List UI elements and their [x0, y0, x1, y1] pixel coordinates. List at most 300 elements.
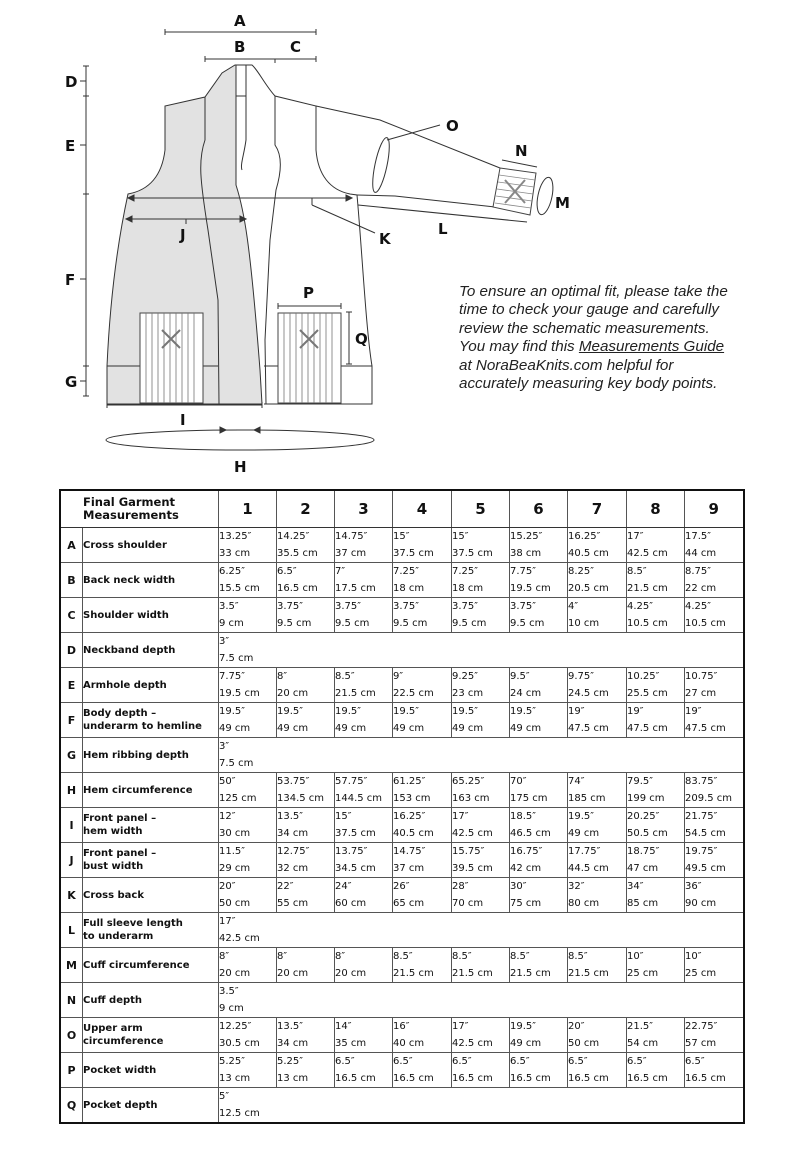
- row-letter: L: [60, 913, 83, 948]
- note-line-1: To ensure an optimal fit, please take the: [459, 283, 728, 300]
- value-cm: 20 cm: [335, 968, 367, 979]
- value-cm: 21.5 cm: [510, 968, 551, 979]
- value-inches: 22″: [277, 881, 294, 892]
- measurement-cell: [452, 563, 510, 598]
- value-cm: 34 cm: [277, 828, 309, 839]
- measurement-cell: [627, 843, 685, 878]
- value-inches: 3.5″: [219, 986, 239, 997]
- value-cm: 49 cm: [393, 723, 425, 734]
- measurement-cell: [277, 1053, 335, 1088]
- value-cm: 209.5 cm: [685, 793, 733, 804]
- value-inches: 17.75″: [568, 846, 601, 857]
- measurement-cell: [335, 843, 393, 878]
- value-inches: 8.25″: [568, 566, 595, 577]
- value-cm: 9.5 cm: [393, 618, 428, 629]
- value-inches: 6.5″: [452, 1056, 472, 1067]
- value-cm: 34.5 cm: [335, 863, 376, 874]
- value-cm: 9 cm: [219, 618, 244, 629]
- value-cm: 16.5 cm: [393, 1073, 434, 1084]
- value-inches: 14.75″: [393, 846, 426, 857]
- measurement-cell: [335, 948, 393, 983]
- value-inches: 65.25″: [452, 776, 485, 787]
- measurement-cell: [568, 948, 627, 983]
- value-inches: 7″: [335, 566, 346, 577]
- cuff-icon: [493, 168, 536, 215]
- value-inches: 18.75″: [627, 846, 660, 857]
- table-row: [60, 563, 744, 598]
- value-cm: 42.5 cm: [452, 828, 493, 839]
- value-inches: 20.25″: [627, 811, 660, 822]
- size-header: 8: [627, 490, 685, 528]
- value-inches: 13.25″: [219, 531, 252, 542]
- label-N: N: [515, 142, 528, 160]
- table-row: [60, 528, 744, 563]
- measurement-cell: [568, 878, 627, 913]
- value-inches: 3.75″: [393, 601, 420, 612]
- value-inches: 3.75″: [335, 601, 362, 612]
- value-cm: 38 cm: [510, 548, 542, 559]
- value-cm: 25 cm: [685, 968, 717, 979]
- value-inches: 10″: [685, 951, 702, 962]
- label-J: J: [180, 226, 186, 244]
- label-Q: Q: [355, 330, 368, 348]
- row-letter: A: [60, 528, 83, 563]
- measurement-cell: [219, 1088, 744, 1124]
- value-cm: 46.5 cm: [510, 828, 551, 839]
- measurement-cell: [510, 843, 568, 878]
- value-cm: 47.5 cm: [627, 723, 668, 734]
- value-cm: 20 cm: [277, 968, 309, 979]
- value-cm: 17.5 cm: [335, 583, 376, 594]
- value-inches: 19.5″: [510, 706, 537, 717]
- label-F: F: [65, 271, 76, 289]
- measurement-cell: [685, 703, 744, 738]
- measurement-cell: [219, 843, 277, 878]
- table-row: [60, 948, 744, 983]
- value-cm: 20 cm: [277, 688, 309, 699]
- table-row: [60, 703, 744, 738]
- value-cm: 47 cm: [627, 863, 659, 874]
- measurement-cell: [393, 1053, 452, 1088]
- measurement-cell: [685, 878, 744, 913]
- value-cm: 9.5 cm: [510, 618, 545, 629]
- value-cm: 40.5 cm: [393, 828, 434, 839]
- value-inches: 11.5″: [219, 846, 246, 857]
- size-header: 3: [335, 490, 393, 528]
- measurement-cell: [335, 1053, 393, 1088]
- note-line-3: review the schematic measurements.: [459, 319, 710, 337]
- row-label: Back neck width: [83, 563, 219, 598]
- measurement-cell: [277, 1018, 335, 1053]
- value-cm: 70 cm: [452, 898, 484, 909]
- value-inches: 3.75″: [452, 601, 479, 612]
- measurement-cell: [335, 528, 393, 563]
- value-inches: 21.5″: [627, 1021, 654, 1032]
- measurement-cell: [219, 878, 277, 913]
- row-label: Armhole depth: [83, 668, 219, 703]
- measurement-cell: [277, 878, 335, 913]
- measurement-cell: [219, 563, 277, 598]
- value-cm: 49 cm: [568, 828, 600, 839]
- value-inches: 14.75″: [335, 531, 368, 542]
- size-header: 4: [393, 490, 452, 528]
- value-inches: 3.75″: [510, 601, 537, 612]
- measurement-cell: [277, 668, 335, 703]
- value-cm: 50 cm: [219, 898, 251, 909]
- value-cm: 49 cm: [335, 723, 367, 734]
- value-cm: 185 cm: [568, 793, 606, 804]
- value-cm: 20 cm: [219, 968, 251, 979]
- value-inches: 9.25″: [452, 671, 479, 682]
- value-cm: 19.5 cm: [510, 583, 551, 594]
- value-inches: 19.5″: [568, 811, 595, 822]
- value-cm: 15.5 cm: [219, 583, 260, 594]
- measurement-cell: [568, 773, 627, 808]
- measurement-cell: [393, 773, 452, 808]
- value-inches: 12.75″: [277, 846, 310, 857]
- value-cm: 40.5 cm: [568, 548, 609, 559]
- table-row: [60, 878, 744, 913]
- note-line-2: time to check your gauge and carefully: [459, 301, 720, 319]
- value-cm: 25.5 cm: [627, 688, 668, 699]
- value-inches: 36″: [685, 881, 702, 892]
- value-cm: 50 cm: [568, 1038, 600, 1049]
- value-cm: 24 cm: [510, 688, 542, 699]
- measurement-cell: [219, 633, 744, 668]
- measurement-cell: [627, 563, 685, 598]
- measurement-cell: [627, 808, 685, 843]
- value-cm: 16.5 cm: [335, 1073, 376, 1084]
- value-inches: 20″: [568, 1021, 585, 1032]
- row-letter: B: [60, 563, 83, 598]
- value-cm: 49 cm: [452, 723, 484, 734]
- value-cm: 44 cm: [685, 548, 717, 559]
- value-cm: 134.5 cm: [277, 793, 325, 804]
- value-inches: 17″: [627, 531, 644, 542]
- measurement-cell: [627, 598, 685, 633]
- value-cm: 40 cm: [393, 1038, 425, 1049]
- value-cm: 49 cm: [277, 723, 309, 734]
- measurement-cell: [685, 948, 744, 983]
- table-row: [60, 668, 744, 703]
- value-cm: 7.5 cm: [219, 758, 254, 769]
- value-cm: 13 cm: [219, 1073, 251, 1084]
- measurement-cell: [219, 598, 277, 633]
- value-cm: 35 cm: [335, 1038, 367, 1049]
- measurement-cell: [219, 703, 277, 738]
- garment-schematic: [0, 0, 799, 480]
- measurement-cell: [393, 843, 452, 878]
- value-inches: 6.5″: [510, 1056, 530, 1067]
- value-inches: 14″: [335, 1021, 352, 1032]
- label-G: G: [65, 373, 78, 391]
- row-label: Cross back: [83, 878, 219, 913]
- value-inches: 13.5″: [277, 1021, 304, 1032]
- measurement-cell: [393, 1018, 452, 1053]
- value-cm: 163 cm: [452, 793, 490, 804]
- value-cm: 39.5 cm: [452, 863, 493, 874]
- measurement-cell: [393, 948, 452, 983]
- value-cm: 37 cm: [335, 548, 367, 559]
- value-cm: 65 cm: [393, 898, 425, 909]
- measurement-cell: [452, 598, 510, 633]
- measurement-cell: [568, 528, 627, 563]
- row-label: Cross shoulder: [83, 528, 219, 563]
- value-inches: 19.5″: [510, 1021, 537, 1032]
- value-inches: 7.25″: [393, 566, 420, 577]
- measurement-cell: [452, 703, 510, 738]
- measurement-cell: [393, 808, 452, 843]
- measurement-cell: [277, 563, 335, 598]
- value-cm: 22 cm: [685, 583, 717, 594]
- table-row: [60, 913, 744, 948]
- value-cm: 27 cm: [685, 688, 717, 699]
- measurement-cell: [335, 563, 393, 598]
- table-row: [60, 808, 744, 843]
- measurement-cell: [219, 808, 277, 843]
- row-letter: Q: [60, 1088, 83, 1124]
- value-cm: 30.5 cm: [219, 1038, 260, 1049]
- value-inches: 53.75″: [277, 776, 310, 787]
- value-cm: 85 cm: [627, 898, 659, 909]
- value-inches: 14.25″: [277, 531, 310, 542]
- value-inches: 8″: [277, 951, 288, 962]
- value-inches: 9.75″: [568, 671, 595, 682]
- value-inches: 19.5″: [277, 706, 304, 717]
- value-inches: 4″: [568, 601, 579, 612]
- value-inches: 6.5″: [568, 1056, 588, 1067]
- value-cm: 49 cm: [510, 1038, 542, 1049]
- measurement-cell: [219, 948, 277, 983]
- value-cm: 32 cm: [277, 863, 309, 874]
- value-inches: 19.5″: [393, 706, 420, 717]
- size-header: 5: [452, 490, 510, 528]
- measurement-cell: [568, 1018, 627, 1053]
- row-label: Full sleeve length to underarm: [83, 913, 219, 948]
- measurement-cell: [510, 703, 568, 738]
- measurement-cell: [685, 1053, 744, 1088]
- measurement-cell: [452, 1053, 510, 1088]
- value-inches: 17″: [452, 1021, 469, 1032]
- measurement-cell: [685, 598, 744, 633]
- measurement-cell: [277, 948, 335, 983]
- value-cm: 21.5 cm: [452, 968, 493, 979]
- value-inches: 3″: [219, 741, 230, 752]
- measurement-cell: [393, 528, 452, 563]
- measurement-cell: [393, 878, 452, 913]
- value-cm: 80 cm: [568, 898, 600, 909]
- measurement-cell: [685, 563, 744, 598]
- value-cm: 23 cm: [452, 688, 484, 699]
- value-cm: 21.5 cm: [393, 968, 434, 979]
- size-header: 6: [510, 490, 568, 528]
- measurement-cell: [335, 598, 393, 633]
- measurement-cell: [393, 668, 452, 703]
- value-inches: 19.75″: [685, 846, 718, 857]
- measurement-cell: [452, 843, 510, 878]
- value-cm: 18 cm: [393, 583, 425, 594]
- measurement-cell: [685, 808, 744, 843]
- value-cm: 44.5 cm: [568, 863, 609, 874]
- measurement-cell: [568, 668, 627, 703]
- row-label: Cuff circumference: [83, 948, 219, 983]
- value-cm: 16.5 cm: [627, 1073, 668, 1084]
- measurement-cell: [568, 598, 627, 633]
- row-label: Neckband depth: [83, 633, 219, 668]
- value-inches: 21.75″: [685, 811, 718, 822]
- value-cm: 54 cm: [627, 1038, 659, 1049]
- measurement-cell: [335, 773, 393, 808]
- value-inches: 30″: [510, 881, 527, 892]
- value-inches: 10.25″: [627, 671, 660, 682]
- row-letter: H: [60, 773, 83, 808]
- value-cm: 42.5 cm: [452, 1038, 493, 1049]
- measurement-cell: [452, 773, 510, 808]
- measurement-cell: [510, 1053, 568, 1088]
- value-inches: 32″: [568, 881, 585, 892]
- value-cm: 54.5 cm: [685, 828, 726, 839]
- pocket-right-icon: [278, 313, 341, 403]
- measurements-guide-link[interactable]: Measurements Guide: [578, 338, 725, 356]
- measurement-cell: [568, 843, 627, 878]
- measurement-cell: [510, 1018, 568, 1053]
- value-inches: 5.25″: [219, 1056, 246, 1067]
- table-row: [60, 843, 744, 878]
- value-cm: 16.5 cm: [510, 1073, 551, 1084]
- measurement-cell: [627, 1053, 685, 1088]
- value-cm: 10.5 cm: [627, 618, 668, 629]
- value-inches: 15″: [452, 531, 469, 542]
- value-inches: 7.75″: [219, 671, 246, 682]
- value-cm: 37.5 cm: [393, 548, 434, 559]
- label-I: I: [180, 411, 186, 429]
- value-cm: 42.5 cm: [627, 548, 668, 559]
- table-row: [60, 633, 744, 668]
- value-inches: 15.75″: [452, 846, 485, 857]
- value-inches: 8.5″: [452, 951, 472, 962]
- measurement-cell: [219, 1018, 277, 1053]
- measurement-cell: [335, 878, 393, 913]
- measurement-cell: [510, 598, 568, 633]
- measurement-cell: [510, 878, 568, 913]
- value-cm: 9.5 cm: [335, 618, 370, 629]
- measurement-cell: [568, 563, 627, 598]
- value-cm: 47.5 cm: [568, 723, 609, 734]
- value-inches: 16″: [393, 1021, 410, 1032]
- measurement-cell: [277, 843, 335, 878]
- value-inches: 8.5″: [627, 566, 647, 577]
- value-inches: 8.5″: [568, 951, 588, 962]
- value-inches: 61.25″: [393, 776, 426, 787]
- value-inches: 13.5″: [277, 811, 304, 822]
- row-label: Front panel – hem width: [83, 808, 219, 843]
- value-cm: 42 cm: [510, 863, 542, 874]
- size-header: 2: [277, 490, 335, 528]
- measurement-cell: [277, 598, 335, 633]
- value-cm: 7.5 cm: [219, 653, 254, 664]
- value-cm: 21.5 cm: [335, 688, 376, 699]
- measurement-cell: [510, 773, 568, 808]
- value-cm: 10 cm: [568, 618, 600, 629]
- row-letter: K: [60, 878, 83, 913]
- measurement-cell: [277, 703, 335, 738]
- size-header: 1: [219, 490, 277, 528]
- measurement-cell: [219, 738, 744, 773]
- row-label: Hem circumference: [83, 773, 219, 808]
- measurement-cell: [627, 773, 685, 808]
- value-inches: 4.25″: [685, 601, 712, 612]
- note-line-5: at NoraBeaKnits.com helpful for: [459, 356, 674, 374]
- table-row: [60, 1018, 744, 1053]
- note-line-4: [459, 338, 759, 356]
- value-inches: 19.5″: [335, 706, 362, 717]
- row-letter: N: [60, 983, 83, 1018]
- row-label: Cuff depth: [83, 983, 219, 1018]
- row-letter: G: [60, 738, 83, 773]
- value-cm: 199 cm: [627, 793, 665, 804]
- value-inches: 8.75″: [685, 566, 712, 577]
- label-D: D: [65, 73, 78, 91]
- value-inches: 12.25″: [219, 1021, 252, 1032]
- measurement-cell: [627, 668, 685, 703]
- row-letter: I: [60, 808, 83, 843]
- value-cm: 9 cm: [219, 1003, 244, 1014]
- table-title: Final Garment Measurements: [60, 490, 219, 528]
- value-inches: 15.25″: [510, 531, 543, 542]
- value-inches: 10″: [627, 951, 644, 962]
- value-inches: 18.5″: [510, 811, 537, 822]
- measurement-cell: [510, 563, 568, 598]
- measurement-cell: [335, 808, 393, 843]
- measurements-table: [59, 489, 745, 1124]
- value-cm: 10.5 cm: [685, 618, 726, 629]
- row-label: Pocket depth: [83, 1088, 219, 1124]
- value-inches: 7.75″: [510, 566, 537, 577]
- value-inches: 9″: [393, 671, 404, 682]
- value-cm: 49 cm: [510, 723, 542, 734]
- table-row: [60, 1053, 744, 1088]
- value-cm: 60 cm: [335, 898, 367, 909]
- value-inches: 5″: [219, 1091, 230, 1102]
- value-inches: 17″: [219, 916, 236, 927]
- table-row: [60, 738, 744, 773]
- value-inches: 8″: [277, 671, 288, 682]
- value-inches: 19.5″: [452, 706, 479, 717]
- value-inches: 34″: [627, 881, 644, 892]
- measurement-cell: [219, 1053, 277, 1088]
- value-inches: 70″: [510, 776, 527, 787]
- value-inches: 83.75″: [685, 776, 718, 787]
- value-cm: 33 cm: [219, 548, 251, 559]
- value-inches: 6.5″: [685, 1056, 705, 1067]
- value-inches: 19″: [627, 706, 644, 717]
- value-inches: 50″: [219, 776, 236, 787]
- row-letter: F: [60, 703, 83, 738]
- table-row: [60, 983, 744, 1018]
- value-cm: 16.5 cm: [452, 1073, 493, 1084]
- value-cm: 16.5 cm: [568, 1073, 609, 1084]
- value-inches: 19″: [685, 706, 702, 717]
- value-cm: 153 cm: [393, 793, 431, 804]
- value-inches: 16.25″: [393, 811, 426, 822]
- value-inches: 8″: [219, 951, 230, 962]
- row-label: Body depth – underarm to hemline: [83, 703, 219, 738]
- label-E: E: [65, 137, 76, 155]
- value-inches: 19″: [568, 706, 585, 717]
- measurement-cell: [393, 598, 452, 633]
- value-cm: 29 cm: [219, 863, 251, 874]
- size-header: 7: [568, 490, 627, 528]
